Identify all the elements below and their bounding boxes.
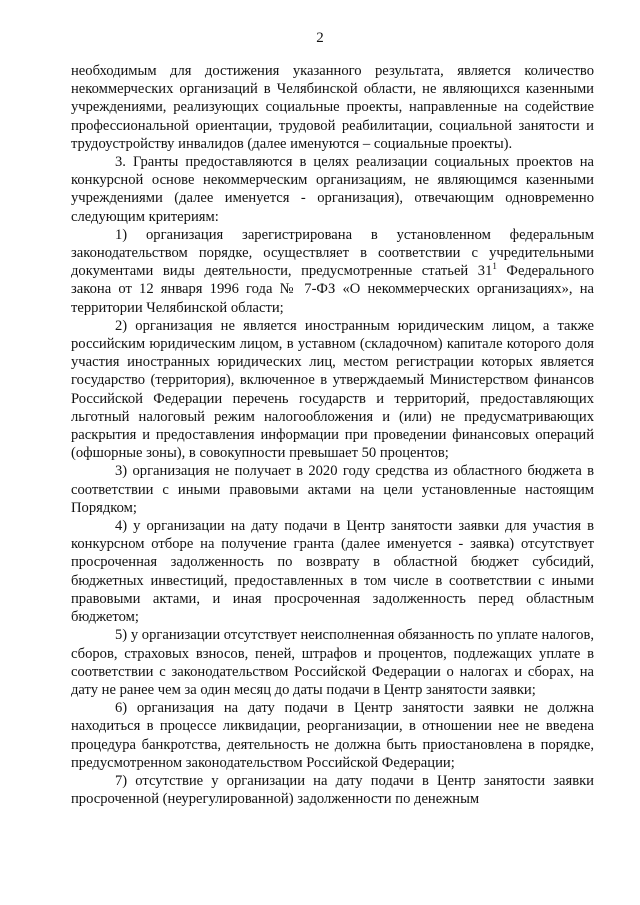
paragraph-criterion-3: 3) организация не получает в 2020 году средства из областного бюджета в соответствии с иными правовыми актами на цели установленные настоящим Порядком; — [71, 463, 594, 516]
article-superscript: 1 — [492, 261, 497, 272]
paragraph-continuation: необходимым для достижения указанного результата, является количество некоммерческих организаций в Челябинской области, не являющихся казенными учреждениями, реализующих социальные проекты, направленные на содействие профессиональной ориентации, трудовой реабилитации, социальной занятости и трудоустройству инвалидов (далее именуются – социальные проекты). — [71, 63, 594, 152]
criterion-1-text-end: Федерального закона от 12 января 1996 года № 7-ФЗ «О некоммерческих организациях», на территории Челябинской области; — [71, 263, 595, 316]
paragraph-criterion-1 — [71, 226, 594, 317]
criterion-1-text: 1) организация зарегистрирована в установленном федеральным законодательством порядке, осуществляет в соответствии с учредительными документами виды деятельности, предусмотренные статьей 31 — [71, 226, 594, 280]
document-body — [71, 62, 594, 808]
paragraph-criterion-7: 7) отсутствие у организации на дату подачи в Центр занятости заявки просроченной (неурегулированной) задолженности по денежным — [71, 772, 594, 808]
page-number: 2 — [316, 30, 324, 46]
paragraph-criterion-2: 2) организация не является иностранным юридическим лицом, а также российским юридическим лицом, в уставном (складочном) капитале которого доля участия иностранных юридических лиц, местом регистрации которых является государство (территория), включенное в утверждаемый Министерством финансов Российской Федерации перечень государств и территорий, предоставляющих льготный налоговый режим налогообложения и (или) не предусматривающих раскрытия и предоставления информации при проведении финансовых операций (офшорные зоны), в совокупности превышает 50 процентов; — [71, 317, 594, 462]
paragraph-criterion-5: 5) у организации отсутствует неисполненная обязанность по уплате налогов, сборов, страховых взносов, пеней, штрафов и процентов, подлежащих уплате в соответствии с законодательством Российской Федерации о налогах и сборах, на дату не ранее чем за один месяц до даты подачи в Центр занятости заявки; — [71, 627, 594, 698]
paragraph-criterion-6: 6) организация на дату подачи в Центр занятости заявки не должна находиться в процессе ликвидации, реорганизации, в отношении нее не введена процедура банкротства, деятельность не должна быть приостановлена в порядке, предусмотренном законодательством Российской Федерации; — [71, 700, 594, 771]
paragraph-clause-3: 3. Гранты предоставляются в целях реализации социальных проектов на конкурсной основе некоммерческим организациям, не являющимся казенными учреждениями (далее именуется - организация), отвечающим одновременно следующим критериям: — [71, 154, 594, 225]
paragraph-criterion-4: 4) у организации на дату подачи в Центр занятости заявки для участия в конкурсном отборе на получение гранта (далее именуется - заявка) отсутствует просроченная задолженность по возврату в областной бюджет субсидий, бюджетных инвестиций, предоставленных в том числе в соответствии с иными правовыми актами, и иная просроченная задолженность перед областным бюджетом; — [71, 518, 594, 626]
